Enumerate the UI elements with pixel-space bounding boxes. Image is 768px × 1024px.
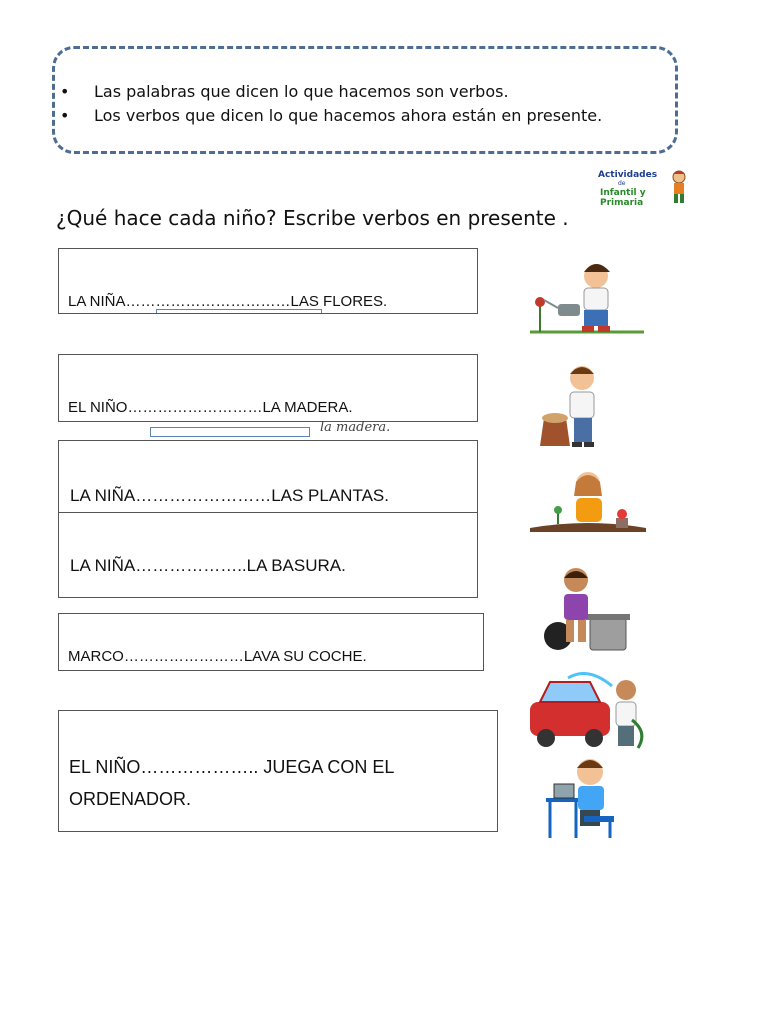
exercise-card-5 [58, 613, 484, 671]
logo-line-2: de [618, 180, 626, 187]
publisher-logo [594, 170, 690, 208]
boy-sawing-wood-illustration [536, 362, 606, 448]
exercise-card-6 [58, 710, 498, 832]
rule-item: • Las palabras que dicen lo que hacemos son verbos. [60, 80, 690, 104]
exercise-question: ¿Qué hace cada niño? Escribe verbos en presente . [56, 206, 569, 230]
exercise-card-1 [58, 248, 478, 314]
exercise-sentence: LA NIÑA………………..LA BASURA. [70, 556, 346, 575]
answer-guide [150, 427, 310, 437]
logo-kid-icon [668, 170, 690, 204]
exercise-sentence: MARCO……………………LAVA SU COCHE. [68, 648, 367, 665]
rules-list [60, 80, 690, 128]
logo-line-1: Actividades [598, 170, 658, 180]
logo-line-3: Infantil y Primaria [600, 188, 646, 208]
girl-watering-flowers-illustration [526, 254, 646, 338]
girl-planting-illustration [528, 468, 648, 536]
exercise-sentence: LA NIÑA……………………LAS PLANTAS. [70, 486, 389, 505]
exercise-card-4 [58, 512, 478, 598]
exercise-card-3 [58, 440, 478, 516]
faint-handwriting: la madera. [320, 420, 391, 435]
exercise-sentence: LA NIÑA……………………………LAS FLORES. [68, 293, 388, 310]
boy-washing-car-illustration [528, 672, 648, 750]
rule-item: • Los verbos que dicen lo que hacemos ahora están en presente. [60, 104, 690, 128]
exercise-card-2 [58, 354, 478, 422]
boy-using-computer-illustration [544, 754, 618, 840]
girl-taking-out-trash-illustration [542, 566, 634, 652]
answer-guide [156, 309, 322, 314]
exercise-sentence: EL NIÑO……………….. JUEGA CON EL ORDENADOR. [69, 757, 394, 809]
exercise-sentence: EL NIÑO………………………LA MADERA. [68, 399, 353, 416]
